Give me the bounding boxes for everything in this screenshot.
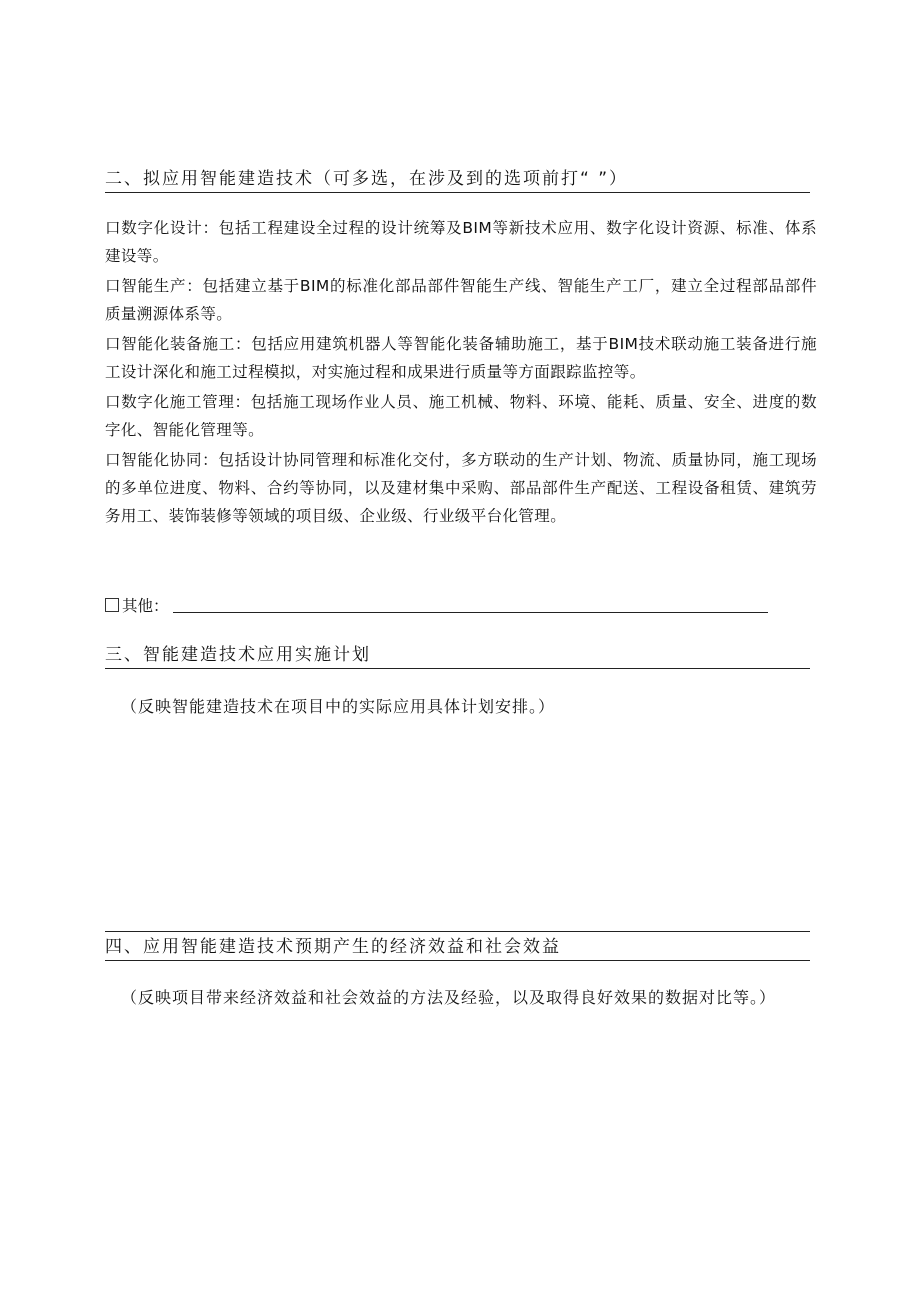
other-label: 其他：: [122, 597, 169, 615]
option-text: 数字化施工管理：包括施工现场作业人员、施工机械、物料、环境、能耗、质量、安全、进度的数字化、智能化管理等。: [105, 393, 818, 439]
option-checkbox[interactable]: 口: [105, 393, 122, 411]
section-3-title: 三、智能建造技术应用实施计划: [105, 642, 810, 669]
option-text: 数字化设计：包括工程建设全过程的设计统筹及BIM等新技术应用、数字化设计资源、标准、体系建设等。: [105, 219, 817, 265]
option-digital-design[interactable]: [105, 214, 817, 270]
other-checkbox[interactable]: [105, 598, 119, 612]
option-checkbox[interactable]: 口: [105, 219, 122, 237]
section-3-note: （反映智能建造技术在项目中的实际应用具体计划安排。）: [121, 697, 556, 716]
option-smart-production[interactable]: [105, 272, 817, 328]
option-smart-equipment-construction[interactable]: [105, 330, 817, 386]
option-other[interactable]: [105, 595, 805, 617]
section-4-note: （反映项目带来经济效益和社会效益的方法及经验，以及取得良好效果的数据对比等。）: [121, 988, 777, 1007]
option-checkbox[interactable]: 口: [105, 335, 122, 353]
option-text: 智能化装备施工：包括应用建筑机器人等智能化装备辅助施工，基于BIM技术联动施工装备进行施工设计深化和施工过程模拟，对实施过程和成果进行质量等方面跟踪监控等。: [105, 335, 817, 381]
option-smart-collaboration[interactable]: [105, 446, 817, 530]
option-checkbox[interactable]: 口: [105, 451, 122, 469]
other-fill-in-line[interactable]: [173, 598, 768, 613]
option-digital-construction-management[interactable]: [105, 388, 817, 444]
option-checkbox[interactable]: 口: [105, 277, 122, 295]
section-4-title: 四、应用智能建造技术预期产生的经济效益和社会效益: [105, 931, 810, 961]
option-text: 智能化协同：包括设计协同管理和标准化交付，多方联动的生产计划、物流、质量协同，施工现场的多单位进度、物料、合约等协同，以及建材集中采购、部品部件生产配送、工程设备租赁、建筑劳务用工、装饰装修等领域的项目级、企业级、行业级平台化管理。: [105, 451, 818, 525]
technology-options-list: [105, 214, 817, 532]
option-text: 智能生产：包括建立基于BIM的标准化部品部件智能生产线、智能生产工厂，建立全过程部品部件质量溯源体系等。: [105, 277, 817, 323]
section-2-title: 二、拟应用智能建造技术（可多选，在涉及到的选项前打“ ”）: [105, 166, 810, 193]
